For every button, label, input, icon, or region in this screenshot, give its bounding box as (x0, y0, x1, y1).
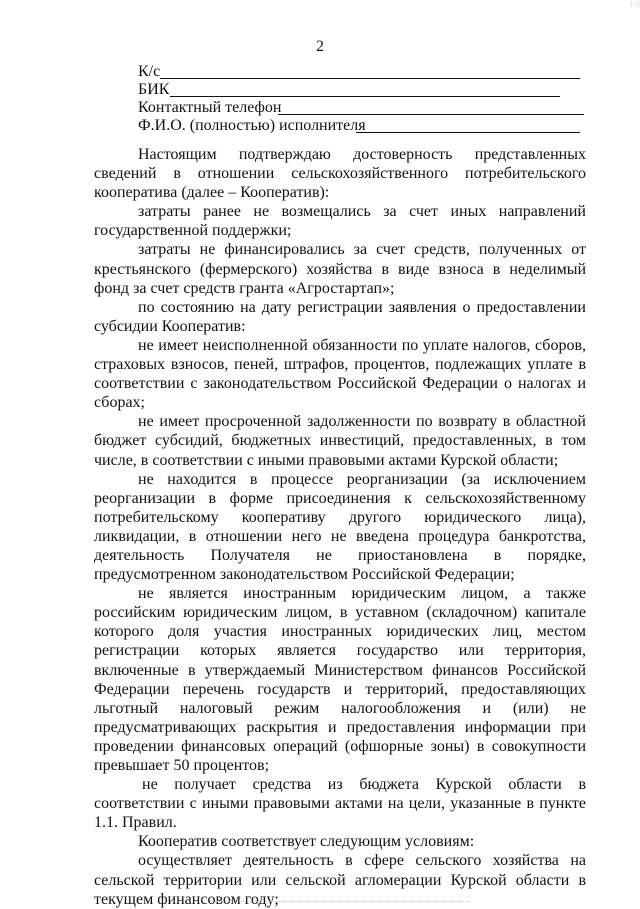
paragraph-no-other-funds: не получает средства из бюджета Курской области в соответствии с иными правовыми актами на цели, указанные в пункте 1.1. Правил. (94, 776, 586, 832)
paragraph-costs-not-reimbursed: затраты ранее не возмещались за счет иных направлений государственной поддержки; (94, 203, 586, 240)
page-bottom-edge (210, 899, 470, 902)
ks-label: К/с (138, 63, 161, 80)
paragraph-confirmation: Настоящим подтверждаю достоверность представленных сведений в отношении сельскохозяйственного потребительского кооператива (далее – Кооператив): (94, 146, 586, 202)
paragraph-no-tax-debt: не имеет неисполненной обязанности по уплате налогов, сборов, страховых взносов, пеней, штрафов, процентов, подлежащих уплате в соответствии с законодательством Российской Федерации о налогах и сборах; (94, 336, 586, 412)
corner-mark: 1-5 (629, 0, 640, 9)
phone-blank-line (278, 114, 584, 115)
ks-blank-line (160, 78, 580, 79)
bik-label: БИК (138, 81, 170, 98)
body-text (94, 145, 586, 909)
bik-blank-line (170, 96, 560, 97)
paragraph-conditions-heading: Кооператив соответствует следующим условиям: (138, 833, 475, 851)
fio-blank-line (356, 132, 580, 133)
page-number: 2 (316, 38, 324, 55)
paragraph-costs-not-financed: затраты не финансировались за счет средств, полученных от крестьянского (фермерского) хозяйства в виде взноса в неделимый фонд за счет средств гранта «Агростартап»; (94, 241, 586, 297)
fio-label: Ф.И.О. (полностью) исполнителя (138, 117, 366, 134)
paragraph-registration-date: по состоянию на дату регистрации заявления о предоставлении субсидии Кооператив: (94, 298, 586, 335)
paragraph-not-foreign-entity: не является иностранным юридическим лицом, а также российским юридическим лицом, в уставном (складочном) капитале которого доля участия иностранных юридических лиц, местом регистрации которых является государство или территория, включенные в утверждаемый Министерством финансов Российской Федерации перечень государств и территорий, предоставляющих льготный налоговый режим налогообложения и (или) не предусматривающих раскрытия и предоставления информации при проведении финансовых операций (офшорные зоны) в совокупности превышает 50 процентов; (94, 585, 586, 774)
paragraph-no-reorganization: не находится в процессе реорганизации (за исключением реорганизации в форме присоединения к сельскохозяйственному потребительскому кооперативу другого юридического лица), ликвидации, в отношении него не введена процедура банкротства, деятельность Получателя не приостановлена в порядке, предусмотренном законодательством Российской Федерации; (94, 470, 586, 584)
paragraph-no-budget-debt: не имеет просроченной задолженности по возврату в областной бюджет субсидий, бюджетных инвестиций, предоставленных, в том числе, в соответствии с иными правовыми актами Курской области; (94, 413, 586, 469)
paragraph-agricultural-activity: осуществляет деятельность в сфере сельского хозяйства на сельской территории или сельской агломерации Курской области в текущем финансовом году; (94, 852, 586, 908)
phone-label: Контактный телефон (138, 99, 282, 116)
